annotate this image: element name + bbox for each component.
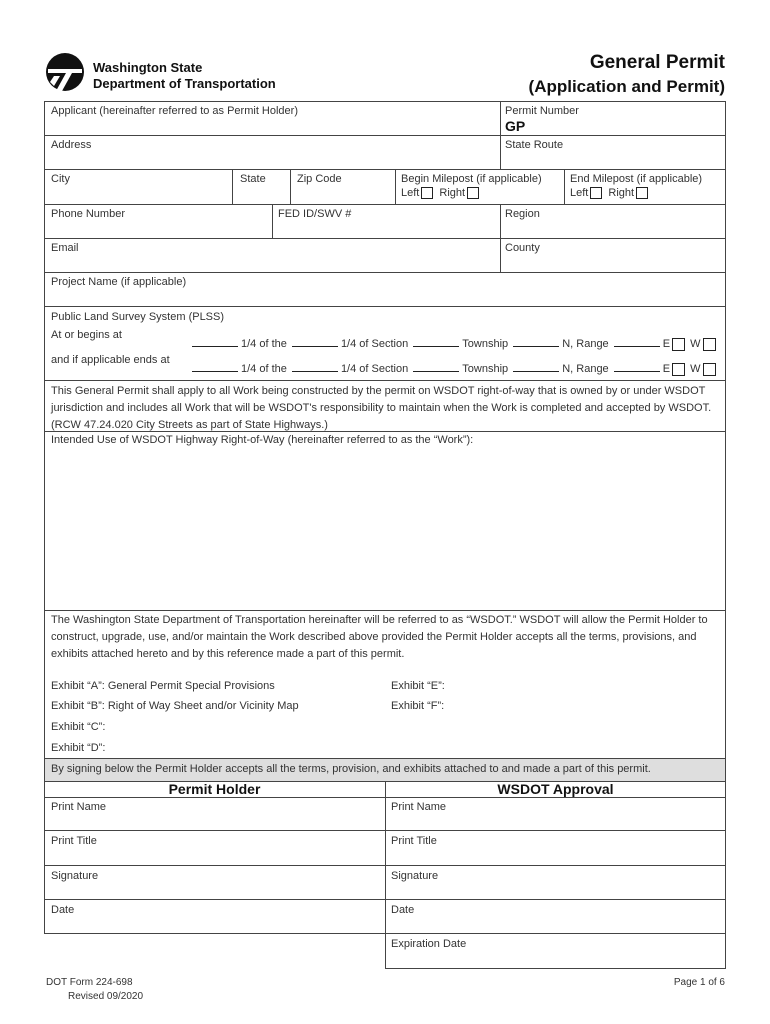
page-number: Page 1 of 6 xyxy=(673,977,725,988)
begin-range-blank[interactable] xyxy=(614,336,660,347)
begin-milepost-side xyxy=(401,187,479,199)
zip-code-label: Zip Code xyxy=(297,173,342,185)
region-field[interactable] xyxy=(501,222,725,237)
end-east-checkbox[interactable] xyxy=(672,363,685,376)
wsdot-date-field[interactable] xyxy=(386,918,725,933)
wsdot-signature-label: Signature xyxy=(391,870,439,882)
exhibit-f: Exhibit “F”: xyxy=(391,700,445,712)
agency-name-line2: Department of Transportation xyxy=(93,76,276,91)
address-field[interactable] xyxy=(45,153,499,168)
quarter-of-section-text: 1/4 of Section xyxy=(340,338,409,350)
plss-ends-label: and if applicable ends at xyxy=(51,354,170,366)
begin-quarter2-blank[interactable] xyxy=(292,336,338,347)
revision-date: Revised 09/2020 xyxy=(68,991,144,1002)
agency-name-line1: Washington State xyxy=(93,60,203,75)
exhibit-b: Exhibit “B”: Right of Way Sheet and/or Vicinity Map xyxy=(51,700,299,712)
county-field[interactable] xyxy=(501,256,725,271)
phone-number-field[interactable] xyxy=(45,222,271,237)
project-name-field[interactable] xyxy=(45,290,725,305)
email-field[interactable] xyxy=(45,256,499,271)
township-text: Township xyxy=(462,363,509,375)
form-number: DOT Form 224-698 xyxy=(46,977,133,988)
end-quarter2-blank[interactable] xyxy=(292,361,338,372)
exhibit-c-field[interactable] xyxy=(100,719,380,734)
quarter-of-section-text: 1/4 of Section xyxy=(340,363,409,375)
plss-heading: Public Land Survey System (PLSS) xyxy=(51,311,225,323)
exhibit-d: Exhibit “D”: xyxy=(51,742,106,754)
expiration-date-label: Expiration Date xyxy=(391,938,467,950)
fed-id-label: FED ID/SWV # xyxy=(278,208,352,220)
plss-begins-label: At or begins at xyxy=(51,329,122,341)
wsdot-signature-field[interactable] xyxy=(386,884,725,898)
exhibit-e: Exhibit “E”: xyxy=(391,680,445,692)
holder-date-label: Date xyxy=(51,904,75,916)
expiration-date-field[interactable] xyxy=(386,952,725,968)
wsdot-print-title-label: Print Title xyxy=(391,835,437,847)
wsdot-date-label: Date xyxy=(391,904,415,916)
holder-print-title-label: Print Title xyxy=(51,835,97,847)
begin-right-label: Right xyxy=(439,187,466,199)
west-label: W xyxy=(690,338,701,350)
n-range-text: N, Range xyxy=(562,338,609,350)
end-left-checkbox[interactable] xyxy=(590,187,602,199)
holder-date-field[interactable] xyxy=(45,918,384,933)
wsdot-print-name-field[interactable] xyxy=(386,815,725,829)
intended-use-field[interactable] xyxy=(45,450,725,608)
wsdot-print-name-label: Print Name xyxy=(391,801,447,813)
region-label: Region xyxy=(505,208,540,220)
applicant-label: Applicant (hereinafter referred to as Permit Holder) xyxy=(51,105,298,117)
intended-use-label: Intended Use of WSDOT Highway Right-of-Way (hereinafter referred to as the “Work”): xyxy=(51,434,474,446)
project-name-label: Project Name (if applicable) xyxy=(51,276,187,288)
agreement-paragraph: The Washington State Department of Transportation hereinafter will be referred to as “WSDOT.” WSDOT will allow the Permit Holder to construct, upgrade, use, and/or maintain the Work described above provided the Permit Holder accepts all the terms, provisions, and exhibits attached hereto and by this reference made a part of this permit. xyxy=(51,614,708,660)
end-milepost-label: End Milepost (if applicable) xyxy=(570,173,703,185)
address-label: Address xyxy=(51,139,92,151)
end-milepost-side xyxy=(570,187,648,199)
begin-right-checkbox[interactable] xyxy=(467,187,479,199)
east-label: E xyxy=(662,338,671,350)
holder-print-name-label: Print Name xyxy=(51,801,107,813)
end-right-label: Right xyxy=(608,187,635,199)
plss-ends-row xyxy=(192,361,716,376)
form-subtitle: (Application and Permit) xyxy=(528,77,725,96)
n-range-text: N, Range xyxy=(562,363,609,375)
permit-number-label: Permit Number xyxy=(505,105,579,117)
county-label: County xyxy=(505,242,540,254)
end-range-blank[interactable] xyxy=(614,361,660,372)
begin-milepost-label: Begin Milepost (if applicable) xyxy=(401,173,542,185)
scope-paragraph: This General Permit shall apply to all Work being constructed by the permit on WSDOT right-of-way that is owned by or under WSDOT jurisdiction and includes all Work that will be WSDOT's responsibility to maintain when the Work is completed and accepted by WSDOT. (RCW 47.24.020 City Streets as part of State Highways.) xyxy=(51,385,712,431)
end-west-checkbox[interactable] xyxy=(703,363,716,376)
state-route-label: State Route xyxy=(505,139,564,151)
plss-begins-row xyxy=(192,336,716,351)
township-text: Township xyxy=(462,338,509,350)
end-section-blank[interactable] xyxy=(413,361,459,372)
phone-number-label: Phone Number xyxy=(51,208,125,220)
exhibit-c: Exhibit “C”: xyxy=(51,721,106,733)
email-label: Email xyxy=(51,242,79,254)
holder-print-title-field[interactable] xyxy=(45,849,384,864)
west-label: W xyxy=(690,363,701,375)
zip-code-field[interactable] xyxy=(291,187,394,203)
wsdot-approval-heading: WSDOT Approval xyxy=(497,781,614,797)
city-label: City xyxy=(51,173,70,185)
end-right-checkbox[interactable] xyxy=(636,187,648,199)
applicant-field[interactable] xyxy=(45,120,499,134)
begin-township-blank[interactable] xyxy=(513,336,559,347)
state-route-field[interactable] xyxy=(501,153,725,168)
permit-holder-heading: Permit Holder xyxy=(168,781,261,797)
city-field[interactable] xyxy=(45,187,231,203)
permit-number-value[interactable]: GP xyxy=(505,118,526,134)
end-quarter-blank[interactable] xyxy=(192,361,238,372)
begin-quarter-blank[interactable] xyxy=(192,336,238,347)
holder-signature-label: Signature xyxy=(51,870,99,882)
fed-id-field[interactable] xyxy=(273,222,499,237)
east-label: E xyxy=(662,363,671,375)
signing-statement: By signing below the Permit Holder accepts all the terms, provision, and exhibits attached to and made a part of this permit. xyxy=(51,763,651,775)
begin-east-checkbox[interactable] xyxy=(672,338,685,351)
begin-left-label: Left xyxy=(401,187,420,199)
wsdot-logo xyxy=(44,52,86,92)
state-field[interactable] xyxy=(233,187,289,203)
quarter-of-the-text: 1/4 of the xyxy=(241,363,287,375)
holder-signature-field[interactable] xyxy=(45,884,384,898)
end-left-label: Left xyxy=(570,187,589,199)
form-title: General Permit xyxy=(589,52,725,73)
begin-west-checkbox[interactable] xyxy=(703,338,716,351)
exhibit-f-field[interactable] xyxy=(440,698,720,713)
end-township-blank[interactable] xyxy=(513,361,559,372)
quarter-of-the-text: 1/4 of the xyxy=(241,338,287,350)
wsdot-print-title-field[interactable] xyxy=(386,849,725,864)
begin-left-checkbox[interactable] xyxy=(421,187,433,199)
state-label: State xyxy=(240,173,266,185)
exhibit-d-field[interactable] xyxy=(100,740,380,755)
exhibit-a: Exhibit “A”: General Permit Special Provisions xyxy=(51,680,275,692)
begin-section-blank[interactable] xyxy=(413,336,459,347)
holder-print-name-field[interactable] xyxy=(45,815,384,829)
exhibit-e-field[interactable] xyxy=(440,678,720,693)
